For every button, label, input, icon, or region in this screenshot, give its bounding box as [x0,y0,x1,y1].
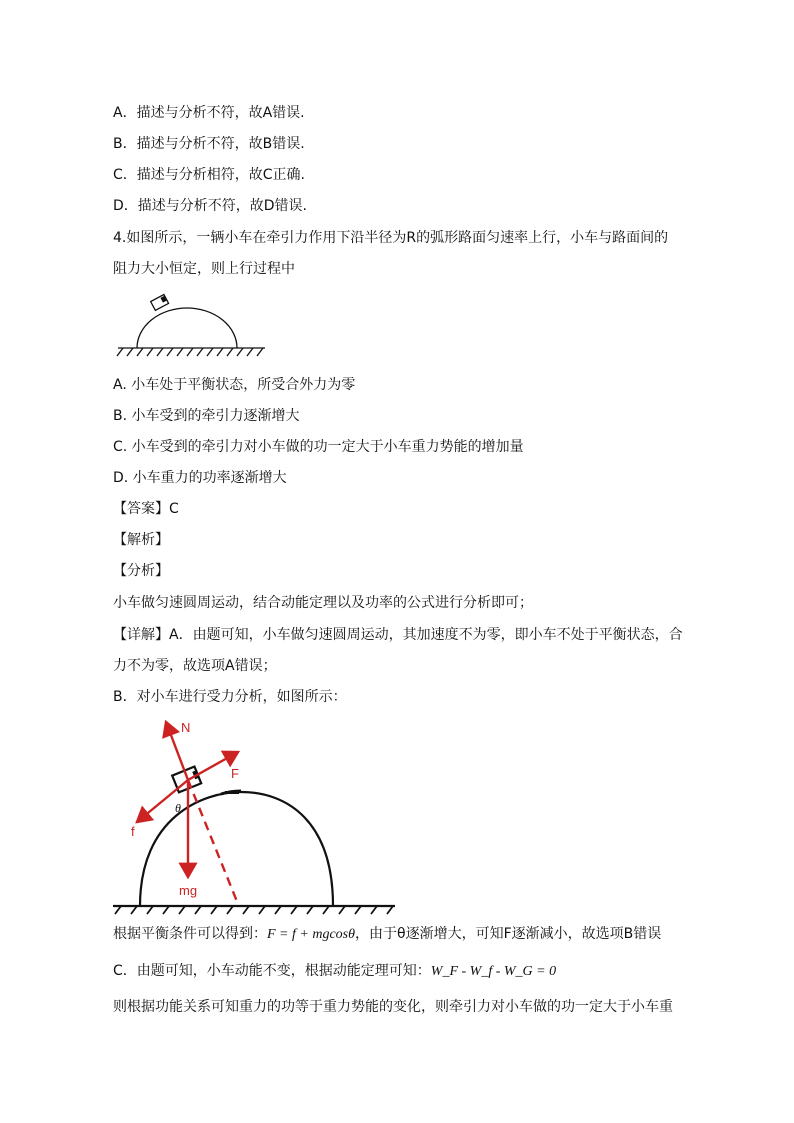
c-formula: W_F - W_f - W_G = 0 [430,964,557,979]
ground-hatch [117,348,263,356]
balance-line [113,925,661,944]
prev-option-a: A．描述与分析不符，故A错误. [113,105,305,121]
prev-option-b: B．描述与分析不符，故B错误. [113,136,305,152]
label-n: N [181,720,191,735]
option-d: D. 小车重力的功率逐渐增大 [113,470,287,486]
label-mg: mg [179,883,198,898]
jiexi-label: 【解析】 [113,532,169,548]
last-line: 则根据功能关系可知重力的功等于重力势能的变化，则牵引力对小车做的功一定大于小车重 [113,999,673,1015]
balance-prefix: 根据平衡条件可以得到： [113,926,267,942]
ground-hatch [115,906,393,914]
balance-suffix: ，由于θ逐渐增大，可知F逐渐减小，故选项B错误 [355,926,662,942]
detail-b: B．对小车进行受力分析，如图所示： [113,689,347,705]
hill-figure [113,290,273,360]
c-line [113,962,556,981]
detail-line1: 【详解】A．由题可知，小车做匀速圆周运动，其加速度不为零，即小车不处于平衡状态，合 [113,627,683,643]
fenxi-label: 【分析】 [113,563,169,579]
c-prefix: C．由题可知，小车动能不变，根据动能定理可知： [113,963,431,979]
label-f-friction: f [131,824,135,839]
detail-line2: 力不为零，故选项A错误； [113,658,277,674]
prev-option-d: D．描述与分析不符，故D错误. [113,198,308,214]
prev-option-c: C．描述与分析相符，故C正确. [113,167,306,183]
option-b: B. 小车受到的牵引力逐渐增大 [113,408,300,424]
balance-formula: F = f + mgcosθ [267,927,355,942]
option-c: C. 小车受到的牵引力对小车做的功一定大于小车重力势能的增加量 [113,439,524,455]
option-a: A. 小车处于平衡状态，所受合外力为零 [113,377,356,393]
label-theta: θ [175,801,181,815]
answer-line: 【答案】C [113,501,179,517]
label-f-traction: F [231,766,239,781]
car-icon [151,295,169,311]
fenxi-text: 小车做匀速圆周运动，结合动能定理以及功率的公式进行分析即可； [113,595,533,611]
question-stem-line1: 4.如图所示，一辆小车在牵引力作用下沿半径为R的弧形路面匀速率上行，小车与路面间的 [113,230,669,246]
arc-road [137,308,237,348]
hill-arc [140,792,333,906]
force-diagram [113,712,403,917]
question-stem-line2: 阻力大小恒定，则上行过程中 [113,261,295,277]
